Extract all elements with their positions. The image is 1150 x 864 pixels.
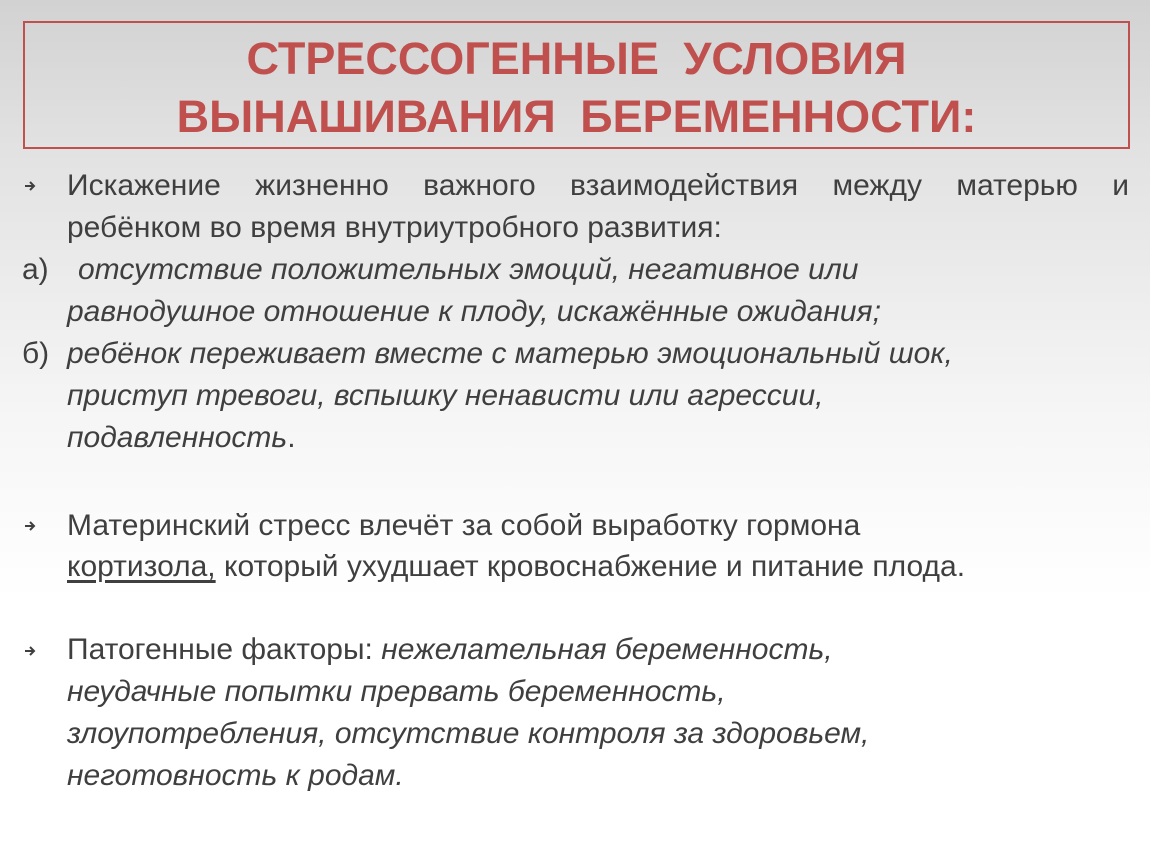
title-box <box>23 21 1130 149</box>
bullet-3-lead: Патогенные факторы: <box>67 633 382 666</box>
cortisol-term: кортизола, <box>67 550 216 583</box>
arrow-right-icon <box>24 645 38 657</box>
item-b-line-3 <box>67 420 296 456</box>
bullet-2-line-2 <box>67 549 965 585</box>
bullet-3-line-1 <box>67 632 833 668</box>
title-line-1: СТРЕССОГЕННЫЕ УСЛОВИЯ <box>246 33 907 84</box>
arrow-right-icon <box>24 520 38 532</box>
bullet-2-line-2-rest: который ухудшает кровоснабжение и питание плода. <box>215 550 966 583</box>
bullet-2-line-1: Материнский стресс влечёт за собой выработку гормона <box>67 509 861 542</box>
bullet-3-line-2: неудачные попытки прервать беременность, <box>67 675 726 708</box>
bullet-1-line-1: Искажение жизненно важного взаимодействия между матерью и <box>67 169 1129 202</box>
bullet-3-line-4: неготовность к родам. <box>67 759 404 792</box>
item-a-line-2: равнодушное отношение к плоду, искажённые ожидания; <box>67 295 881 328</box>
title-line-2: ВЫНАШИВАНИЯ БЕРЕМЕННОСТИ: <box>176 91 977 142</box>
bullet-3-line-1-italic: нежелательная беременность, <box>381 633 833 666</box>
arrow-right-icon <box>24 180 38 192</box>
item-b-marker: б) <box>22 337 50 370</box>
item-b-line-2: приступ тревоги, вспышку ненависти или агрессии, <box>67 379 824 412</box>
bullet-3-line-3: злоупотребления, отсутствие контроля за здоровьем, <box>67 717 870 750</box>
item-a-marker: а) <box>22 253 49 286</box>
item-b-line-3-period: . <box>287 421 296 454</box>
item-a-line-1: отсутствие положительных эмоций, негативное или <box>78 253 859 286</box>
item-b-line-1: ребёнок переживает вместе с матерью эмоциональный шок, <box>67 337 953 370</box>
bullet-1-line-2: ребёнком во время внутриутробного развития: <box>67 211 722 244</box>
item-b-line-3-text: подавленность <box>67 421 288 454</box>
